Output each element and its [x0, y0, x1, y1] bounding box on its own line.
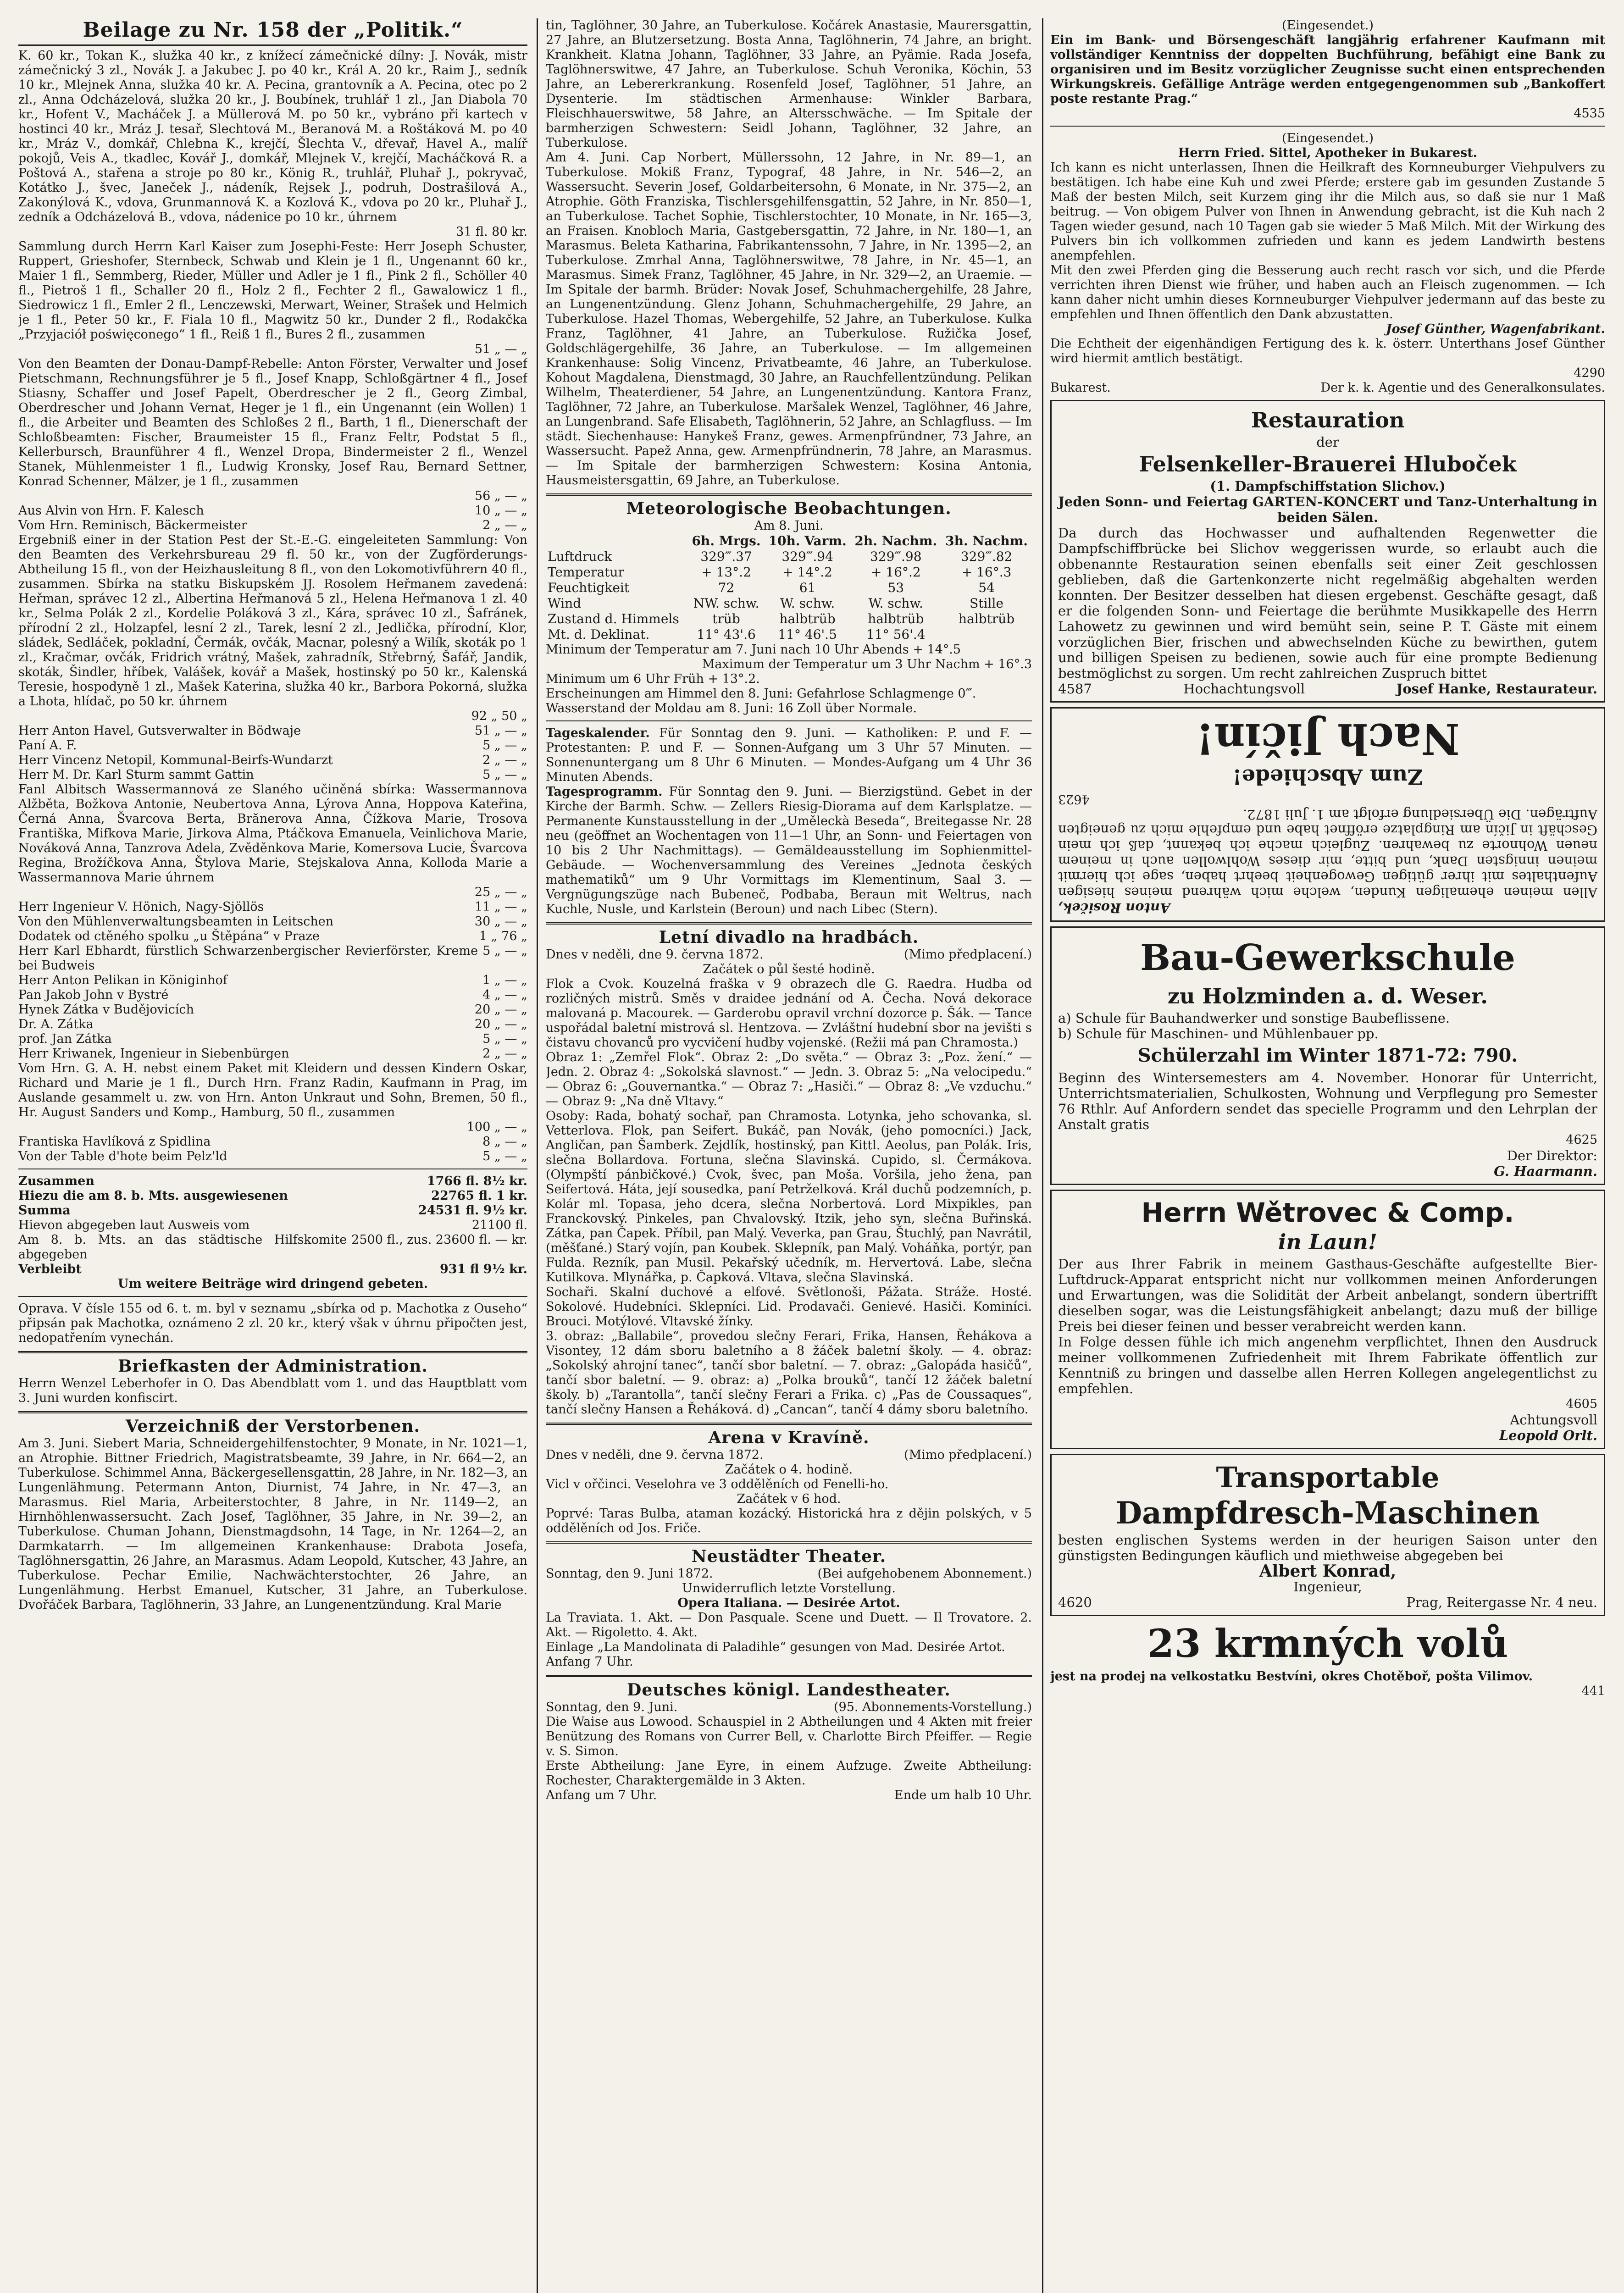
column-rule — [1042, 18, 1043, 2293]
list-item: prof. Jan Zátka 5 „ — „ — [18, 1032, 527, 1046]
table-cell: Wind — [548, 596, 582, 611]
section-text: Am 3. Juni. Siebert Maria, Schneidergehilfenstochter, 9 Monate, in Nr. 1021—1, an Atrophie. Bittner Friedrich, Magistratsbeamte, 39 Jahre, in Nr. 664—2, an Tuberkulose. Schimmel Anna, Bäckergesellensgattin, 28 Jahre, in Nr. 182—3, an Lungenlähmung. Petermann Anton, Diurnist, 74 Jahre, in Nr. 47—3, an Marasmus. Riel Maria, Arbeiterstochter, 8 Jahre, in Nr. 1149—2, an Hirnhöhlenwassersucht. Zach Josef, Taglöhner, 35 Jahre, in Nr. 39—2, an Tuberkulose. Chuman Johann, Dienstmagdsohn, 14 Tage, in Nr. 1264—2, an Darmkatarrh. — Im allgemeinen Krankenhause: Drabota Josefa, Taglöhnersgattin, 26 Jahre, an Marasmus. Adam Leopold, Kutscher, 43 Jahre, an Tuberkulose. Pechar Emilie, Nachwächterstochter, 26 Jahre, an Lungenlähmung. Herbst Emanuel, Kutscher, 31 Jahre, an Tuberkulose. Dvořáček Barbara, Taglöhnerin, 33 Jahre, an Lungenentzündung. Kral Marie — [18, 1436, 527, 1612]
table-header — [546, 533, 1032, 549]
divider — [18, 1296, 527, 1297]
table-cell: 329‴.94 — [782, 549, 833, 564]
appeal-note: Um weitere Beiträge wird dringend gebeten. — [117, 1277, 428, 1291]
section-title: Tagesprogramm. — [546, 785, 663, 799]
divider — [546, 1675, 1032, 1677]
column-header: 2h. Nachm. — [854, 533, 937, 548]
supplement-header: Beilage zu Nr. 158 der „Politik.“ — [18, 18, 527, 46]
donation-text: Sammlung durch Herrn Karl Kaiser zum Josephi-Feste: Herr Joseph Schuster, Ruppert, Grieshofer, Sternbeck, Schwab und Klein je 1 fl., Ungenannt 60 kr., Maier 1 fl., Semmberg, Rieder, Müller und Adler je 1 fl., Pink 2 fl., Schöller 40 fl., Pietroš 1 fl., Schaller 20 fl., Holz 2 fl., Fechter 2 fl., Gawalowicz 1 fl., Siedrowicz 1 fl., Emler 2 fl., Lenczewski, Merwart, Weiner, Strašek und Helmich je 1 fl., Peter 50 kr., F. Fiala 10 fl., Magwitz 50 kr., Dunder 2 fl., Rodakčka „Przyjaciół poświęconego“ 1 fl., Reiß 1 fl., Bures 2 fl., zusammen — [18, 239, 527, 342]
ad-restaurant: Restauration der Felsenkeller-Brauerei Hluboček (1. Dampfschiffstation Slichov.) Jeden Sonn- und Feiertag GARTEN-KONCERT und Tanz-Unterhaltung in beiden Sälen. Da durch das Hochwasser und aufhaltenden Regenwetter die Dampfschiffbrücke bei Slichov weggerissen wurde, so erlaubt auch die obbenannte Restauration seinen ebenfalls seit einer Zeit geschlossen geblieben, daß die Gartenkonzerte nicht regelmäßig abgehalten werden konnten. Der Besitzer desselben hat diesen ergebenst. Geschäfte gesagt, daß er die folgenden Sonn- und Feiertage die berühmte Musikkapelle des Herrn Lahowetz zu gewinnen und wird bemüht sein, seine P. T. Gäste mit einem vorzüglichen Bier, frischen und abwechselnden Küche zu bewirthen, gutem und billigen Speisen zu bedienen, sowie auch für eine prompte Bedienung bestmöglichst zu sorgen. Um recht zahlreichen Zuspruch bittet 4587 Hochachtungsvoll Josef Hanke, Restaurateur. — [1050, 400, 1605, 703]
table-row — [546, 549, 1032, 565]
list-item: Hievon abgegeben laut Ausweis vom 21100 fl. — [18, 1218, 527, 1232]
table-cell: halbtrüb — [958, 611, 1015, 626]
table-row — [546, 627, 1032, 642]
weather-note: Minimum um 6 Uhr Früh + 13°.2. — [546, 672, 760, 686]
divider — [546, 1541, 1032, 1544]
section-text: Herrn Wenzel Leberhofer in O. Das Abendblatt vom 1. und das Hauptblatt vom 3. Juni wurden konfiscirt. — [18, 1376, 527, 1405]
ad-inverted-jicin: Anton Rosiček, Allen meinen ehemaligen Kunden, welche mich während meines hiesigen Aufenthaltes mit ihrer gütigen Gewogenheit beehrt haben, sage ich hiermit meinen innigsten Dank, und bitte, mir dieses Wohlwollen auch in meinem neuen Wohnorte zu bewahren. Zugleich mache ich bekannt, daß ich mein Geschäft in Jičín am Ringplatze eröffnet habe und empfehle mich zu geneigten Aufträgen. Die Übersiedlung erfolgt am 1. Juli 1872. 4623 Zum Abschiede! Nach Jičín! — [1050, 707, 1605, 922]
section-text: tin, Taglöhner, 30 Jahre, an Tuberkulose. Kočárek Anastasie, Maurersgattin, 27 Jahre, an Blutzersetzung. Bosta Anna, Taglöhnerin, 74 Jahre, an bright. Krankheit. Klatna Johann, Taglöhner, 33 Jahre, an Pyämie. Rada Josefa, Taglöhnerswitwe, 47 Jahre, an Tuberkulose. Schuh Veronika, Köchin, 53 Jahre, an Lebererkrankung. Rosenfeld Josef, Taglöhner, 51 Jahre, an Dysenterie. Im städtischen Armenhause: Winkler Barbara, Fleischhauerswitwe, 58 Jahre, an Altersschwäche. — Im Spitale der barmherzigen Schwestern: Seidl Johann, Taglöhner, 32 Jahre, an Tuberkulose. Am 4. Juni. Cap Norbert, Müllerssohn, 12 Jahre, in Nr. 89—1, an Tuberkulose. Mokiß Franz, Typograf, 48 Jahre, in Nr. 546—2, an Wassersucht. Severin Josef, Goldarbeitersohn, 6 Monate, in Nr. 375—2, an Atrophie. Göth Franziska, Tischlersgehilfensgattin, 52 Jahre, in Nr. 850—1, an Tuberkulose. Tachet Sophie, Tischlerstochter, 10 Monate, in Nr. 165—3, an Fraisen. Knobloch Maria, Gastgebersgattin, 72 Jahre, in Nr. 180—1, an Marasmus. Beleta Katharina, Fabrikantenssohn, 7 Jahre, in Nr. 1395—2, an Tuberkulose. Zmrhal Anna, Taglöhnerswitwe, 78 Jahre, in Nr. 45—1, an Marasmus. Simek Franz, Taglöhner, 45 Jahre, in Nr. 329—2, an Uraemie. — Im Spitale der barmh. Brüder: Novak Josef, Schuhmachergehilfe, 28 Jahre, an Lungenentzündung. Glenz Johann, Schuhmachergehilfe, 29 Jahre, an Tuberkulose. Hazel Thomas, Webergehilfe, 52 Jahre, an Tuberkulose. Kulka Franz, Taglöhner, 41 Jahre, an Tuberkulose. Ružička Josef, Goldschlägergehilfe, 36 Jahre, an Tuberkulose. — Im allgemeinen Krankenhause: Solig Vincenz, Privatbeamte, 46 Jahre, an Tuberkulose. Kohout Magdalena, Dienstmagd, 30 Jahre, an Rauchfellentzündung. Pelikan Wilhelm, Theaterdiener, 54 Jahre, an Lungenentzündung. Kantora Franz, Taglöhner, 72 Jahre, an Tuberkulose. Maršalek Wenzel, Taglöhner, 46 Jahre, an Lungenbrand. Safe Elisabeth, Taglöhnerin, 52 Jahre, an Schlagfluss. — Im städt. Siechenhause: Hanykeš Franz, gewes. Armenpfründner, 73 Jahre, an Wassersucht. Papež Anna, gew. Armenpfründnerin, 78 Jahre, an Marasmus. — Im Spitale der barmherzigen Schwestern: Kosina Antonia, Hausmeistersgattin, 69 Jahre, an Tuberkulose. — [546, 18, 1032, 487]
weather-note: Maximum der Temperatur um 3 Uhr Nachm + 16°.3 — [702, 657, 1032, 671]
donation-amount: 31 fl. 80 kr. — [456, 225, 527, 239]
weather-note: Minimum der Temperatur am 7. Juni nach 10 Uhr Abends + 14°.5 — [546, 642, 961, 657]
section-title: Verzeichniß der Verstorbenen. — [125, 1417, 421, 1436]
column-rule — [537, 18, 538, 2293]
divider — [18, 1351, 527, 1353]
list-item: Frantiska Havlíková z Spidlina 8 „ — „ — [18, 1135, 527, 1149]
table-cell: halbtrüb — [779, 611, 836, 626]
list-item: Von den Mühlenverwaltungsbeamten in Leitschen 30 „ — „ — [18, 914, 527, 929]
table-cell: Zustand d. Himmels — [548, 611, 679, 626]
section-title: Letní divadlo na hradbách. — [659, 928, 919, 947]
ad-number: 4290 — [1574, 366, 1605, 380]
section-title: Tageskalender. — [546, 726, 650, 740]
ad-number: 4535 — [1574, 106, 1605, 121]
table-cell: 72 — [718, 580, 735, 595]
section-text: Flok a Cvok. Kouzelná fraška v 9 obrazech dle G. Raedra. Hudba od rozličných mistrů. Směs v draidee jednání od A. Čecha. Nová dekorace malovaná p. Macourek. — Garderobu opravil vrchní dozorce p. Šák. — Tance uspořádal baletní mistrová sl. Hentzova. — Zvláštní hudební sbor na jevišti s čistavu chovanců pro vycvičení hudby vojenské. (Režii má pan Chramosta.) Obraz 1: „Zemřel Flok“. Obraz 2: „Do světa.“ — Obraz 3: „Poz. žení.“ — Jedn. 2. Obraz 4: „Sokolská slavnost.“ — Jedn. 3. Obraz 5: „Na velocipedu.“ — Obraz 6: „Gouvernantka.“ — Obraz 7: „Hasiči.“ — Obraz 8: „Ve vzduchu.“ — Obraz 9: „Na dně Vltavy.“ Osoby: Rada, bohatý sochař, pan Chramosta. Lotynka, jeho schovanka, sl. Vetterlova. Flok, pan Seifert. Bukáč, pan Novák, (jeho pomocníci.) Jack, Angličan, pan Šamberk. Zejdlík, hostinský, pan Kittl. Aeolus, pan Polák. Iris, slečna Bollardova. Fortuna, slečna Slavinská. Cupido, sl. Čermákova. (Olympští pánbičkové.) Cvok, švec, pan Moša. Voršila, jeho žena, pan Seifertová. Háta, její sousedka, paní Petrželková. Král duchů podzemních, p. Kolár ml. Topasa, jeho dcera, slečna Norbertová. Lord Mixpikles, pan Franckovský. Pinkeles, pan Chvalovský. Itzik, jeho syn, slečna Buřinská. Zátka, pan Čapek. Příbil, pan Malý. Veverka, pan Grau, Štuchlý, pan Navrátil, (měšťané.) Starý vojín, pan Koubek. Sklepník, pan Malý. Voháňka, portýr, pan Fulda. Rezník, pan Musil. Pekařský učedník, m. Hervertová. Labe, slečna Kutilkova. Mlynářka, p. Čapková. Vltava, slečna Slavinská. Sochaři. Skalní duchové a elfové. Světlonoši, Pážata. Stráže. Hosté. Sokolové. Hudebníci. Sklepníci. Lid. Prodavači. Genievé. Hasiči. Kominíci. Brouci. Motýlové. Vltavské žínky. 3. obraz: „Ballabile“, provedou slečny Ferari, Frika, Hansen, Řehákova a Visontey, 12 dám sboru baletního a 8 žáček baletní školy. — 4. obraz: „Sokolský ahrojní tanec“, tančí sbor baletní. — 7. obraz: „Galopáda hasičů“, tančí sbor baletní. — 9. obraz: a) „Polka brouků“, tančí 12 žáček baletní školy. b) „Tarantolla“, tančí slečny Ferari a Frika. c) „Pas de Coussaques“, tančí slečny Hansen a Řeháková. d) „Cancan“, tančí 4 dámy sboru baletního. — [546, 977, 1032, 1417]
table-row — [546, 565, 1032, 580]
newspaper-page — [18, 18, 1605, 2293]
weather-note: Wasserstand der Moldau am 8. Juni: 16 Zoll über Normale. — [546, 701, 917, 715]
list-item: Herr Ingenieur V. Hönich, Nagy-Sjöllös 11 „ — „ — [18, 900, 527, 914]
divider — [546, 1423, 1032, 1425]
column-header — [546, 533, 688, 549]
section-title: Meteorologische Beobachtungen. — [626, 499, 952, 518]
list-item: Aus Alvin von Hrn. F. Kalesch 10 „ — „ — [18, 504, 527, 518]
section-title: Briefkasten der Administration. — [118, 1357, 428, 1376]
list-item: Herr M. Dr. Karl Sturm sammt Gattin 5 „ — „ — [18, 768, 527, 782]
list-item: Herr Anton Pelikan in Königinhof 1 „ — „ — [18, 973, 527, 987]
column-header: 6h. Mrgs. — [692, 533, 761, 548]
column-header: 10h. Varm. — [768, 533, 847, 548]
table-cell: 329‴.37 — [700, 549, 752, 564]
donation-text: Fanl Albitsch Wassermannová ze Slaného učiněná sbírka: Wassermannova Alžběta, Božkova Antonie, Neubertova Anna, Lýrova Anna, Hoppova Kateřina, Černá Anna, Švarcova Berta, Brănerova Anna, Čížkova Marie, Trosova Františka, Mifkova Marie, Jirkova Alma, Ptáčkova Emanuela, Veinlichova Marie, Nováková Anna, Tanzrova Adela, Zvěděnkova Marie, Komersova Lucie, Švarcova Regina, Brožíčkova Anna, Štylova Marie, Stejskalova Anna, Kolloda Marie a Wassermannova Marie úhrnem — [18, 782, 527, 885]
table-cell: NW. schw. — [693, 596, 759, 611]
table-cell: 11° 46'.5 — [778, 627, 837, 642]
list-item: Dodatek od ctěného spolku „u Štěpána“ v Praze 1 „ 76 „ — [18, 929, 527, 943]
table-cell: Mt. d. Deklinat. — [548, 627, 650, 642]
table-cell: + 13°.2 — [701, 565, 751, 580]
donation-amount: 25 „ — „ — [474, 885, 527, 899]
notice-text: Ein im Bank- und Börsengeschäft langjährig erfahrener Kaufmann mit vollständiger Kenntniss der doppelten Buchführung, befähigt eine Bank zu organisiren und im Besitz vorzüglicher Zeugnisse sucht einen entsprechenden Wirkungskreis. Gefällige Anträge werden entgegengenommen sub „Bankoffert poste restante Prag.“ — [1050, 33, 1605, 106]
column-2: tin, Taglöhner, 30 Jahre, an Tuberkulose. Kočárek Anastasie, Maurersgattin, 27 Jahre, an Blutzersetzung. Bosta Anna, Taglöhnerin, 74 Jahre, an bright. Krankheit. Klatna Johann, Taglöhner, 33 Jahre, an Pyämie. Rada Josefa, Taglöhnerswitwe, 47 Jahre, an Tuberkulose. Schuh Veronika, Köchin, 53 Jahre, an Lebererkrankung. Rosenfeld Josef, Taglöhner, 51 Jahre, an Dysenterie. Im städtischen Armenhause: Winkler Barbara, Fleischhauerswitwe, 58 Jahre, an Altersschwäche. — Im Spitale der barmherzigen Schwestern: Seidl Johann, Taglöhner, 32 Jahre, an Tuberkulose. Am 4. Juni. Cap Norbert, Müllerssohn, 12 Jahre, in Nr. 89—1, an Tuberkulose. Mokiß Franz, Typograf, 48 Jahre, in Nr. 546—2, an Wassersucht. Severin Josef, Goldarbeitersohn, 6 Monate, in Nr. 375—2, an Atrophie. Göth Franziska, Tischlersgehilfensgattin, 52 Jahre, in Nr. 850—1, an Tuberkulose. Tachet Sophie, Tischlerstochter, 10 Monate, in Nr. 165—3, an Fraisen. Knobloch Maria, Gastgebersgattin, 72 Jahre, in Nr. 180—1, an Marasmus. Beleta Katharina, Fabrikantenssohn, 7 Jahre, in Nr. 1395—2, an Tuberkulose. Zmrhal Anna, Taglöhnerswitwe, 78 Jahre, in Nr. 45—1, an Marasmus. Simek Franz, Taglöhner, 45 Jahre, in Nr. 329—2, an Uraemie. — Im Spitale der barmh. Brüder: Novak Josef, Schuhmachergehilfe, 28 Jahre, an Lungenentzündung. Glenz Johann, Schuhmachergehilfe, 29 Jahre, an Tuberkulose. Hazel Thomas, Webergehilfe, 52 Jahre, an Tuberkulose. Kulka Franz, Taglöhner, 41 Jahre, an Tuberkulose. Ružička Josef, Goldschlägergehilfe, 36 Jahre, an Tuberkulose. — Im allgemeinen Krankenhause: Solig Vincenz, Privatbeamte, 46 Jahre, an Tuberkulose. Kohout Magdalena, Dienstmagd, 30 Jahre, an Rauchfellentzündung. Pelikan Wilhelm, Theaterdiener, 54 Jahre, an Lungenentzündung. Kantora Franz, Taglöhner, 72 Jahre, an Tuberkulose. Maršalek Wenzel, Taglöhner, 46 Jahre, an Lungenbrand. Safe Elisabeth, Taglöhnerin, 52 Jahre, an Schlagfluss. — Im städt. Siechenhause: Hanykeš Franz, gewes. Armenpfründner, 73 Jahre, an Wassersucht. Papež Anna, gew. Armenpfründnerin, 78 Jahre, an Marasmus. — Im Spitale der barmherzigen Schwestern: Kosina Antonia, Hausmeistersgattin, 69 Jahre, an Tuberkulose. Meteorologische Beobachtungen. Am 8. Juni. 6h. Mrgs. 10h. Varm. 2h. Nachm. 3h. Nachm. Luftdruck 329‴.37 329‴.94 329‴.98 329‴.82 Temperatur + 13°.2 + 14°.2 + 16°.2 + 16°.3 Feuchtigkeit 72 61 53 54 Wind NW. schw. W. schw. W. schw. Stille Zustand d. Himmels trüb halbtrüb halbtrüb halbtrüb Mt. d. Deklinat. 11° 43'.6 11° 46'.5 11° 56'.4 Minimum der Temperatur am 7. Juni nach 10 Uhr Abends + 14°.5 Maximum der Temperatur um 3 Uhr Nachm + 16°.3 Minimum um 6 Uhr Früh + 13°.2. Erscheinungen am Himmel den 8. Juni: Gefahrlose Schlagmenge 0‴. Wasserstand der Moldau am 8. Juni: 16 Zoll über Normale. Tageskalender. Für Sonntag den 9. Juni. — Katholiken: P. und F. — Protestanten: P. und F. — Sonnen-Aufgang um 3 Uhr 57 Minuten. — Sonnenuntergang um 8 Uhr 6 Minuten. — Mondes-Aufgang um 4 Uhr 36 Minuten Abends. Tagesprogramm. Für Sonntag den 9. Juni. — Bierzigstünd. Gebet in der Kirche der Barmh. Schw. — Zellers Riesig-Diorama auf dem Karlsplatze. — Permanente Kunstausstellung in der „Uměleckà Beseda“, Breitegasse Nr. 28 neu (geöffnet an Wochentagen von 11—1 Uhr, an Sonn- und Feiertagen von 10 bis 2 Uhr Nachmittags). — Gemäldeausstellung im Sophienmittel-Gebäude. — Wochenversammlung des Vereines „Jednota českých mathematiků“ um 9 Uhr Vormittags im Klementinum, Saal 3. — Vergnügungszüge nach Bubeneč, Podbaba, Beraun mit Weltrus, nach Kuchle, Nusle, und Karlstein (Beroun) und nach Libec (Stern). Letní divadlo na hradbách. Dnes v neděli, dne 9. června 1872. (Mimo předplacení.) Začátek o půl šesté hodině. Flok a Cvok. Kouzelná fraška v 9 obrazech dle G. Raedra. Hudba od rozličných mistrů. Směs v draidee jednání od A. Čecha. Nová dekorace malovaná p. Macourek. — Garderobu opravil vrchní dozorce p. Šák. — Tance uspořádal baletní mistrová sl. Hentzova. — Zvláštní hudební sbor na jevišti s čistavu chovanců pro vycvičení hudby vojenské. (Režii má pan Chramosta.) Obraz 1: „Zemřel Flok“. Obraz 2: „Do světa.“ — Obraz 3: „Poz. žení.“ — Jedn. 2. Obraz 4: „Sokolská slavnost.“ — Jedn. 3. Obraz 5: „Na velocipedu.“ — Obraz 6: „Gouvernantka.“ — Obraz 7: „Hasiči.“ — Obraz 8: „Ve vzduchu.“ — Obraz 9: „Na dně Vltavy.“ Osoby: Rada, bohatý sochař, pan Chramosta. Lotynka, jeho schovanka, sl. Vetterlova. Flok, pan Seifert. Bukáč, pan Novák, (jeho pomocníci.) Jack, Angličan, pan Šamberk. Zejdlík, hostinský, pan Kittl. Aeolus, pan Polák. Iris, slečna Bollardova. Fortuna, slečna Slavinská. Cupido, sl. Čermákova. (Olympští pánbičkové.) Cvok, švec, pan Moša. Voršila, jeho žena, pan Seifertová. Háta, její sousedka, paní Petrželková. Král duchů podzemních, p. Kolár ml. Topasa, jeho dcera, slečna Norbertová. Lord Mixpikles, pan Franckovský. Pinkeles, pan Chvalovský. Itzik, jeho syn, slečna Buřinská. Zátka, pan Čapek. Příbil, pan Malý. Veverka, pan Grau, Štuchlý, pan Navrátil, (měšťané.) Starý vojín, pan Koubek. Sklepník, pan Malý. Voháňka, portýr, pan Fulda. Rezník, pan Musil. Pekařský učedník, m. Hervertová. Labe, slečna Kutilkova. Mlynářka, p. Čapková. Vltava, slečna Slavinská. Sochaři. Skalní duchové a elfové. Světlonoši, Pážata. Stráže. Hosté. Sokolové. Hudebníci. Sklepníci. Lid. Prodavači. Genievé. Hasiči. Kominíci. Brouci. Motýlové. Vltavské žínky. 3. obraz: „Ballabile“, provedou slečny Ferari, Frika, Hansen, Řehákova a Visontey, 12 dám sboru baletního a 8 žáček baletní školy. — 4. obraz: „Sokolský ahrojní tanec“, tančí sbor baletní. — 7. obraz: „Galopáda hasičů“, tančí sbor baletní. — 9. obraz: a) „Polka brouků“, tančí 12 žáček baletní školy. b) „Tarantolla“, tančí slečny Ferari a Frika. c) „Pas de Coussaques“, tančí slečny Hansen a Řeháková. d) „Cancan“, tančí 4 dámy sboru baletního. Arena v Kravíně. Dnes v neděli, dne 9. června 1872. (Mimo předplacení.) Začátek o 4. hodině. Vicl v ořčinci. Veselohra ve 3 oddělěních od Fenelli-ho. Začátek v 6 hod. Poprvé: Taras Bulba, ataman kozácký. Historická hra z dějin polských, v 5 oddělěních od Jos. Friče. Neustädter Theater. Sonntag, den 9. Juni 1872. (Bei aufgehobenem Abonnement.) Unwiderruflich letzte Vorstellung. Opera Italiana. — Desirée Artot. La Traviata. 1. Akt. — Don Pasquale. Scene und Duett. — Il Trovatore. 2. Akt. — Rigoletto. 4. Akt. Einlage „La Mandolinata di Paladihle“ gesungen von Mad. Desirée Artot. Anfang 7 Uhr. Deutsches königl. Landestheater. Sonntag, den 9. Juni. (95. Abonnements-Vorstellung.) Die Waise aus Lowood. Schauspiel in 2 Abtheilungen und 4 Akten mit freier Benützung des Romans von Currer Bell, v. Charlotte Birch Pfeiffer. — Regie v. S. Simon. Erste Abtheilung: Jane Eyre, in einem Aufzuge. Zweite Abtheilung: Rochester, Charaktergemälde in 3 Akten. Anfang um 7 Uhr. Ende um halb 10 Uhr. — [546, 18, 1032, 1802]
list-item: Hynek Zátka v Budějovicích 20 „ — „ — [18, 1002, 527, 1017]
table-cell: Stille — [970, 596, 1004, 611]
weather-date: Am 8. Juni. — [754, 519, 824, 533]
table-cell: 11° 43'.6 — [697, 627, 756, 642]
list-item: Dr. A. Zátka 20 „ — „ — [18, 1017, 527, 1031]
column-header: 3h. Nachm. — [945, 533, 1028, 548]
notice-text: Ich kann es nicht unterlassen, Ihnen die Heilkraft des Kornneuburger Viehpulvers zu bestätigen. Ich habe eine Kuh und zwei Pferde; erstere gab im gesunden Zustande 5 Maß der besten Milch, seit Kurzem ging ihr die Milch aus, so daß sie nur 1 Maß beitrug. — Von obigem Pulver von Ihnen in Anwendung gebracht, ist die Kuh nach 2 Tagen wieder gesund, nach 10 Tagen gab sie wieder 5 Maß Milch. Mit der Wirkung des Pulvers bin ich vollkommen zufrieden und kann es jedem Landwirth bestens anempfehlen. Mit den zwei Pferden ging die Besserung auch recht rasch vor sich, und die Pferde verrichten ihren Dienst wie früher, und haben auch an Fleisch zugenommen. — Ich kann daher nicht umhin dieses Kornneuburger Viehpulver jedermann auf das beste zu empfehlen und Ihnen öffentlich den Dank abzustatten. — [1050, 161, 1605, 321]
divider — [546, 493, 1032, 496]
table-cell: 329‴.82 — [960, 549, 1013, 564]
table-cell: Temperatur — [548, 565, 624, 580]
sum-row: Summa 24531 fl. 9½ kr. — [18, 1203, 527, 1218]
weather-table — [546, 533, 1032, 642]
list-item: Vom Hrn. Reminisch, Bäckermeister 2 „ — „ — [18, 518, 527, 532]
donation-amount: 92 „ 50 „ — [471, 709, 527, 723]
column-3: (Eingesendet.) Ein im Bank- und Börsengeschäft langjährig erfahrener Kaufmann mit vollständiger Kenntniss der doppelten Buchführung, befähigt eine Bank zu organisiren und im Besitz vorzüglicher Zeugnisse sucht einen entsprechenden Wirkungskreis. Gefällige Anträge werden entgegengenommen sub „Bankoffert poste restante Prag.“ 4535 (Eingesendet.) Herrn Fried. Sittel, Apotheker in Bukarest. Ich kann es nicht unterlassen, Ihnen die Heilkraft des Kornneuburger Viehpulvers zu bestätigen. Ich habe eine Kuh und zwei Pferde; erstere gab im gesunden Zustande 5 Maß der besten Milch, seit Kurzem ging ihr die Milch aus, so daß sie nur 1 Maß beitrug. — Von obigem Pulver von Ihnen in Anwendung gebracht, ist die Kuh nach 2 Tagen wieder gesund, nach 10 Tagen gab sie wieder 5 Maß Milch. Mit der Wirkung des Pulvers bin ich vollkommen zufrieden und kann es jedem Landwirth bestens anempfehlen. Mit den zwei Pferden ging die Besserung auch recht rasch vor sich, und die Pferde verrichten ihren Dienst wie früher, und haben auch an Fleisch zugenommen. — Ich kann daher nicht umhin dieses Kornneuburger Viehpulver jedermann auf das beste zu empfehlen und Ihnen öffentlich den Dank abzustatten. Josef Günther, Wagenfabrikant. Die Echtheit der eigenhändigen Fertigung des k. k. österr. Unterthans Josef Günther wird hiermit amtlich bestätigt. 4290 Bukarest. Der k. k. Agentie und des Generalkonsulates. Restauration der Felsenkeller-Brauerei Hluboček (1. Dampfschiffstation Slichov.) Jeden Sonn- und Feiertag GARTEN-KONCERT und Tanz-Unterhaltung in beiden Sälen. Da durch das Hochwasser und aufhaltenden Regenwetter die Dampfschiffbrücke bei Slichov weggerissen wurde, so erlaubt auch die obbenannte Restauration seinen ebenfalls seit einer Zeit geschlossen geblieben, daß die Gartenkonzerte nicht regelmäßig abgehalten werden konnten. Der Besitzer desselben hat diesen ergebenst. Geschäfte gesagt, daß er die folgenden Sonn- und Feiertage die berühmte Musikkapelle des Herrn Lahowetz zu gewinnen und wird bemüht sein, seine P. T. Gäste mit einem vorzüglichen Bier, frischen und abwechselnden Küche zu bewirthen, gutem und billigen Speisen zu bedienen, sowie auch für eine prompte Bedienung bestmöglichst zu sorgen. Um recht zahlreichen Zuspruch bittet 4587 Hochachtungsvoll Josef Hanke, Restaurateur. Anton Rosiček, Allen meinen ehemaligen Kunden, welche mich während meines hiesigen Aufenthaltes mit ihrer gütigen Gewogenheit beehrt haben, sage ich hiermit meinen innigsten Dank, und bitte, mir dieses Wohlwollen auch in meinem neuen Wohnorte zu bewahren. Zugleich mache ich bekannt, daß ich mein Geschäft in Jičín am Ringplatze eröffnet habe und empfehle mich zu geneigten Aufträgen. Die Übersiedlung erfolgt am 1. Juli 1872. 4623 Zum Abschiede! Nach Jičín! Bau-Gewerkschule zu Holzminden a. d. Weser. a) Schule für Bauhandwerker und sonstige Baubeflissene. b) Schule für Maschinen- und Mühlenbauer pp. Schülerzahl im Winter 1871-72: 790. Beginn des Wintersemesters am 4. November. Honorar für Unterricht, Unterrichtsmaterialien, Schulkosten, Wohnung und Verpflegung pro Semester 76 Rthlr. Auf Anfordern sendet das specielle Programm und den Lehrplan der Anstalt gratis 4625 Der Direktor: G. Haarmann. Herrn Wětrovec & Comp. in Laun! Der aus Ihrer Fabrik in meinem Gasthaus-Geschäfte aufgestellte Bier-Luftdruck-Apparat entspricht nicht nur vollkommen meinen Anforderungen und Erwartungen, was die Solidität der Arbeit anbelangt, sondern übertrifft dieselben sogar, was die Leistungsfähigkeit anbelangt; dazu muß der billige Preis bei dieser feinen und besser verabreicht werden kann. In Folge dessen fühle ich mich angenehm verpflichtet, Ihnen den Ausdruck meiner vollkommenen Zufriedenheit mit Ihrem Fabrikate öffentlich zur Kenntniß zu bringen und dasselbe allen Herren Kollegen angelegentlichst zu empfehlen. 4605 Achtungsvoll Leopold Orlt. Transportable Dampfdresch-Maschinen besten englischen Systems werden in der heurigen Saison unter den günstigsten Bedingungen käuflich und miethweise abgegeben bei Albert Konrad, Ingenieur, 4620 Prag, Reitergasse Nr. 4 neu. 23 krmných volů jest na prodej na velkostatku Bestvíni, okres Chotěboř, pošta Vilimov. 441 — [1050, 18, 1605, 1698]
table-row — [546, 580, 1032, 596]
divider — [546, 922, 1032, 925]
table-cell: trüb — [712, 611, 740, 626]
list-item: Herr Karl Ebhardt, fürstlich Schwarzenbergischer Revierförster, Kreme bei Budweis 5 „ — „ — [18, 944, 527, 973]
table-row — [546, 596, 1032, 611]
list-item: Pan Jakob John v Bystré 4 „ — „ — [18, 988, 527, 1002]
signature: Josef Günther, Wagenfabrikant. — [1386, 322, 1605, 336]
ad-dampfdresch: Transportable Dampfdresch-Maschinen besten englischen Systems werden in der heurigen Saison unter den günstigsten Bedingungen käuflich und miethweise abgegeben bei Albert Konrad, Ingenieur, 4620 Prag, Reitergasse Nr. 4 neu. — [1050, 1454, 1605, 1616]
table-cell — [941, 627, 1032, 642]
divider — [1050, 126, 1605, 127]
table-cell: 53 — [887, 580, 904, 595]
column-1 — [18, 18, 527, 2293]
donation-list — [18, 49, 527, 1612]
ad-bau-gewerkschule: Bau-Gewerkschule zu Holzminden a. d. Weser. a) Schule für Bauhandwerker und sonstige Baubeflissene. b) Schule für Maschinen- und Mühlenbauer pp. Schülerzahl im Winter 1871-72: 790. Beginn des Wintersemesters am 4. November. Honorar für Unterricht, Unterrichtsmaterialien, Schulkosten, Wohnung und Verpflegung pro Semester 76 Rthlr. Auf Anfordern sendet das specielle Programm und den Lehrplan der Anstalt gratis 4625 Der Direktor: G. Haarmann. — [1050, 926, 1605, 1185]
list-item: Herr Vincenz Netopil, Kommunal-Beirfs-Wundarzt 2 „ — „ — [18, 753, 527, 767]
list-item — [18, 49, 527, 225]
divider — [18, 1411, 527, 1413]
section-title: Deutsches königl. Landestheater. — [627, 1680, 951, 1700]
table-cell: + 16°.2 — [870, 565, 921, 580]
table-cell: W. schw. — [780, 596, 835, 611]
donation-text: Ergebniß einer in der Station Pest der St.-E.-G. eingeleiteten Sammlung: Von den Beamten des Verkehrsbureau 29 fl. 50 kr., von der Zugförderungs-Abtheilung 15 fl., von der Heizhausleitung 8 fl., von den Lokomotivführern 40 fl., zusammen. Sbírka na statku Biskupském JJ. Rosolem Heřmanem zavedená: Heřman, správec 12 zl., Albertina Heřmanová 5 zl., Helena Heřmanova 1 zl. 40 kr., Selma Polák 2 zl., Kordelie Poláková 3 zl., Kára, správec 10 zl., Šafránek, přírodní 2 zl., Holzapfel, lesní 2 zl., Tarek, lesní 2 zl., Jedlička, přírodní, Klor, sládek, Sedláček, pokladní, Čermák, ovčák, Macnar, polesný a Wilík, skoták po 1 zl., Kračmar, ovčák, Fridrich vrátný, Mašek, zahradník, Střebrný, Šafář, Jandik, skoták, Šindler, hříbek, Valášek, kovář a Mašek, hostinský po 50 kr., Kalenská Teresie, hospodyně 1 zl., Mašek Katerina, služka 40 kr., Barbora Pokorná, služka a Lhota, hlídač, po 50 kr. úhrnem — [18, 533, 527, 709]
divider — [546, 720, 1032, 721]
donation-text: K. 60 kr., Tokan K., služka 40 kr., z knížecí zámečnické dílny: J. Novák, mistr zámečnický 3 zl., Novák J. a Jakubec J. po 40 kr., Král A. 20 kr., Raim J., sedník 10 kr., Mlejnek Anna, služka 40 kr. A. Pecina, grantovník a A. Pecina, otec po 2 zl., Anna Odcházelová, služka 20 kr., J. Boubínek, truhlář 1 zl., Jan Diabola 70 kr., Hofent V., Macháček J. a Müllerová M. po 50 kr., vybráno při kartech v hostinci 40 kr., Mráz J. tesař, Slechtová M., Beranová M. a Roštáková M. po 40 kr., Mráz V., domkář, Chlebna K., krejčí, Šlechta V., dřevař, Havel A., malíř pokojů, Veis A., tkadlec, Kovář J., domkář, Mlejnek V., krejčí, Macháčková R. a Poštová A., stařena a stroje po 80 kr., König R., truhlář, Pluhař J., pokryvač, Kotátko J., švec, Janeček J., nádeník, Rejsek J., podruh, Dostrašilová A., Zakonýlová K., vdova, Grunmannová K. a Kozlová K., vdova po 20 kr., Pluhař J., zedník a Odcházelová B., vdova, nádenice po 10 kr., úhrnem — [18, 49, 527, 224]
section-title: Arena v Kravíně. — [708, 1428, 870, 1447]
sum-row: Hiezu die am 8. b. Mts. ausgewiesenen 22765 fl. 1 kr. — [18, 1189, 527, 1203]
program: Tagesprogramm. Für Sonntag den 9. Juni. — Bierzigstünd. Gebet in der Kirche der Barmh. Schw. — Zellers Riesig-Diorama auf dem Karlsplatze. — Permanente Kunstausstellung in der „Uměleckà Beseda“, Breitegasse Nr. 28 neu (geöffnet an Wochentagen von 11—1 Uhr, an Sonn- und Feiertagen von 10 bis 2 Uhr Nachmittags). — Gemäldeausstellung im Sophienmittel-Gebäude. — Wochenversammlung des Vereines „Jednota českých mathematiků“ um 9 Uhr Vormittags im Klementinum, Saal 3. — Vergnügungszüge nach Bubeneč, Podbaba, Beraun mit Weltrus, nach Kuchle, Nusle, und Karlstein (Beroun) und nach Libec (Stern). — [546, 785, 1032, 916]
table-cell: 11° 56'.4 — [866, 627, 926, 642]
table-cell: W. schw. — [868, 596, 923, 611]
donation-amount: 100 „ — „ — [466, 1120, 527, 1134]
table-row — [546, 611, 1032, 627]
donation-amount: 51 „ — „ — [474, 342, 527, 356]
section-title: Neustädter Theater. — [691, 1547, 887, 1566]
table-cell: + 16°.3 — [961, 565, 1012, 580]
notice-head: Herrn Fried. Sittel, Apotheker in Bukarest. — [1178, 146, 1478, 160]
list-item: Herr Kriwanek, Ingenieur in Siebenbürgen 2 „ — „ — [18, 1047, 527, 1061]
donation-text: Von den Beamten der Donau-Dampf-Rebelle: Anton Förster, Verwalter und Josef Pietschmann, Rechnungsführer je 5 fl., Josef Knapp, Schloßgärtner 4 fl., Josef Stiasny, Schaffer und Josef Papelt, Oberdrescher je 2 fl., Georg Zimbal, Oberdrescher und Johann Vernat, Heger je 1 fl., ein Ungenannt (ein Wollen) 1 fl., die Arbeiter und Beamten des Schloßes 2 fl., Barth, 1 fl., Dienerschaft der Schloßbeamten: Fischer, Braumeister 15 fl., Franz Feltr, Podstat 5 fl., Kellerbursch, Braunführer 4 fl., Wenzel Dropa, Bindermeister 2 fl., Wenzel Stanek, Mühlenmeister 1 fl., Ludwig Kronsky, Josef Rau, Bernard Settner, Konrad Schenner, Mälzer, je 1 fl., zusammen — [18, 357, 527, 488]
calendar: Tageskalender. Für Sonntag den 9. Juni. — Katholiken: P. und F. — Protestanten: P. und F. — Sonnen-Aufgang um 3 Uhr 57 Minuten. — Sonnenuntergang um 8 Uhr 6 Minuten. — Mondes-Aufgang um 4 Uhr 36 Minuten Abends. — [546, 726, 1032, 784]
list-item: Paní A. F. 5 „ — „ — [18, 738, 527, 753]
list-item: Am 8. b. Mts. an das städtische Hilfskomite abgegeben 2500 fl., zus. 23600 fl. — kr. — [18, 1233, 527, 1262]
table-cell: Feuchtigkeit — [548, 580, 630, 595]
notice-label: (Eingesendet.) — [1282, 131, 1374, 145]
ad-oxen: 23 krmných volů jest na prodej na velkostatku Bestvíni, okres Chotěboř, pošta Vilimov. 441 — [1050, 1621, 1605, 1698]
sum-row: Verbleibt 931 fl 9½ kr. — [18, 1262, 527, 1276]
donation-amount: 56 „ — „ — [474, 489, 527, 503]
table-cell: + 14°.2 — [782, 565, 832, 580]
table-cell: halbtrüb — [868, 611, 924, 626]
donation-text: Vom Hrn. G. A. H. nebst einem Paket mit Kleidern und dessen Kindern Oskar, Richard und Marie je 1 fl., Durch Hrn. Franz Radin, Kaufmann in Prag, im Auslande gesammelt u. zw. von Hrn. Anton Unkraut und Sohn, Bremen, 50 fl., Hr. August Sanders und Komp., Hamburg, 50 fl., zusammen — [18, 1061, 527, 1119]
correction-note: Oprava. V čísle 155 od 6. t. m. byl v seznamu „sbírka od p. Machotka z Ouseho“ připsán pak Machotka, oznámeno 2 zl. 20 kr., který však v úhrnu připočten jest, nedopatřením vynechán. — [18, 1302, 527, 1345]
notice-label: (Eingesendet.) — [1282, 18, 1374, 33]
table-cell: 61 — [799, 580, 816, 595]
table-cell: 54 — [978, 580, 995, 595]
table-cell: Luftdruck — [548, 549, 612, 564]
list-item: Von der Table d'hote beim Pelz'ld 5 „ — „ — [18, 1149, 527, 1163]
weather-note: Erscheinungen am Himmel den 8. Juni: Gefahrlose Schlagmenge 0‴. — [546, 687, 976, 701]
table-cell: 329‴.98 — [870, 549, 922, 564]
sum-row: Zusammen 1766 fl. 8½ kr. — [18, 1174, 527, 1188]
ad-wetrovec: Herrn Wětrovec & Comp. in Laun! Der aus Ihrer Fabrik in meinem Gasthaus-Geschäfte aufgestellte Bier-Luftdruck-Apparat entspricht nicht nur vollkommen meinen Anforderungen und Erwartungen, was die Solidität der Arbeit anbelangt, sondern übertrifft dieselben sogar, was die Leistungsfähigkeit anbelangt; dazu muß der billige Preis bei dieser feinen und besser verabreicht werden kann. In Folge dessen fühle ich mich angenehm verpflichtet, Ihnen den Ausdruck meiner vollkommenen Zufriedenheit mit Ihrem Fabrikate öffentlich zur Kenntniß zu bringen und dasselbe allen Herren Kollegen angelegentlichst zu empfehlen. 4605 Achtungsvoll Leopold Orlt. — [1050, 1190, 1605, 1449]
list-item: Herr Anton Havel, Gutsverwalter in Bödwaje 51 „ — „ — [18, 724, 527, 738]
